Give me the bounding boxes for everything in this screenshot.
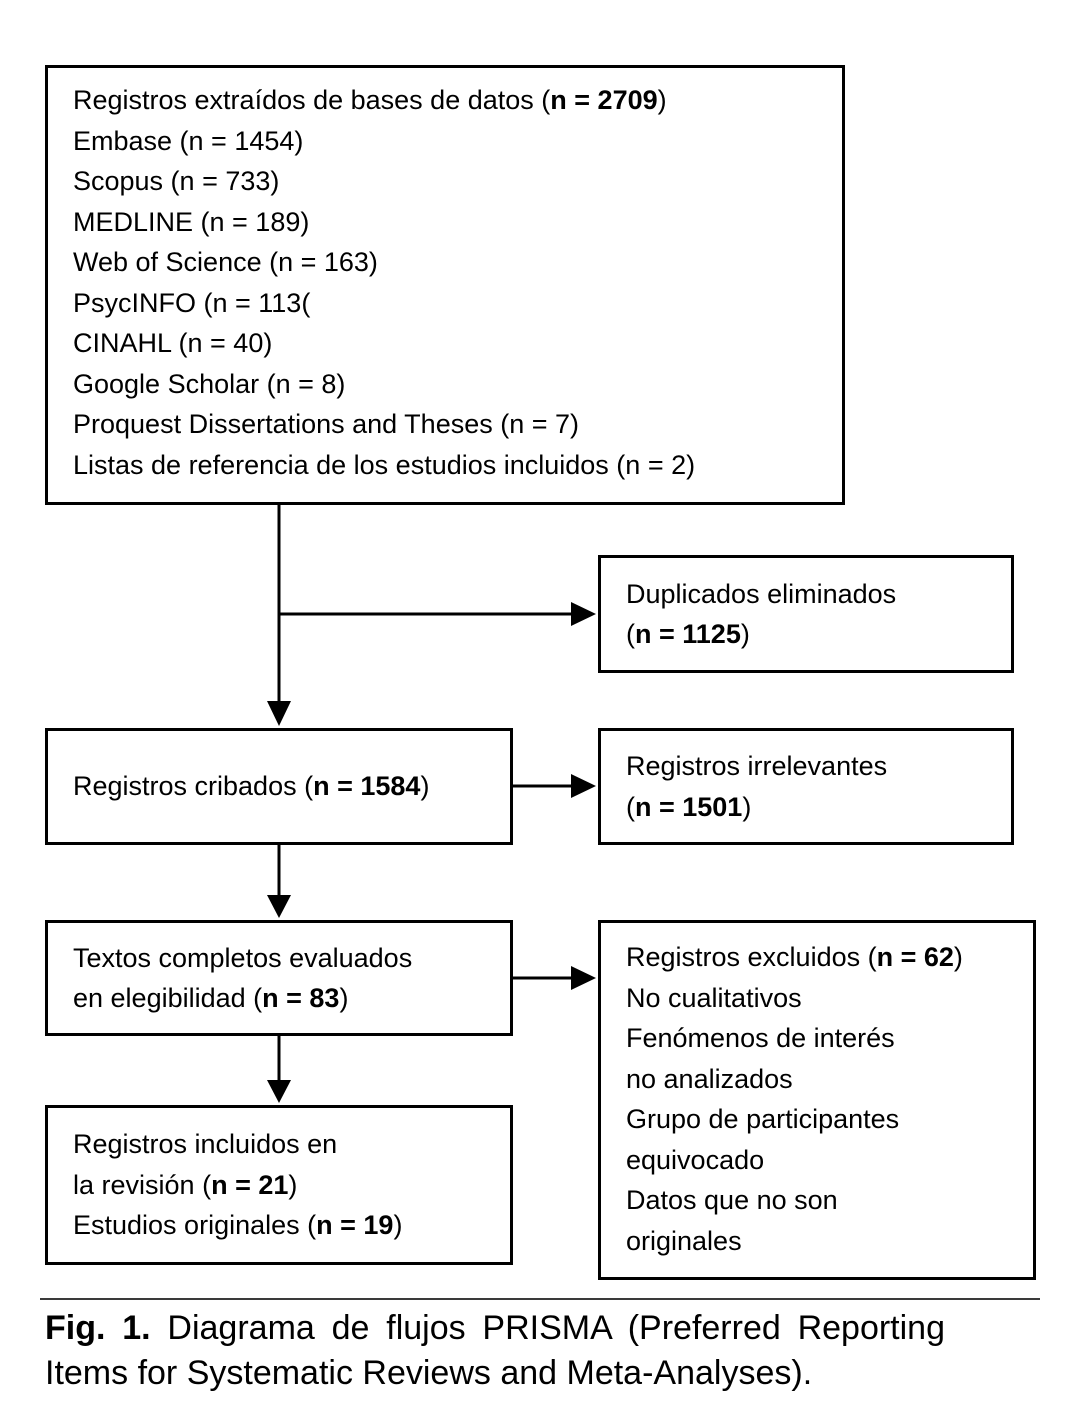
paren-close: ) [393, 1210, 403, 1241]
duplicates-count [626, 619, 750, 649]
screened-count [304, 771, 429, 801]
arrowhead-down-icon [267, 701, 291, 726]
arrowhead-right-icon [571, 774, 596, 798]
arrowhead-down-icon [267, 895, 291, 918]
irrelevant-text [626, 746, 1001, 827]
paren-open: ( [626, 619, 635, 649]
fulltext-count-value: n = 83 [262, 983, 340, 1013]
excluded-count-value: n = 62 [876, 942, 954, 972]
screened-count-value: n = 1584 [313, 771, 421, 802]
fulltext-text [73, 938, 433, 1019]
irrelevant-count-value: n = 1501 [635, 791, 743, 822]
source-item-reference-lists: Listas de referencia de los estudios incluidos (n = 2) [73, 449, 696, 480]
box-duplicates-removed [598, 555, 1014, 673]
identification-count-value: n = 2709 [550, 85, 658, 115]
included-count-value: n = 21 [211, 1169, 289, 1200]
excluded-title [626, 937, 1023, 978]
source-item-scopus: Scopus (n = 733) [73, 166, 280, 196]
excluded-label: Registros excluidos [626, 942, 861, 972]
box-records-included [45, 1105, 513, 1265]
irrelevant-label: Registros irrelevantes [626, 751, 888, 781]
caption-divider [40, 1298, 1040, 1300]
paren-close: ) [740, 619, 750, 649]
source-item-google-scholar: Google Scholar (n = 8) [73, 368, 346, 399]
irrelevant-count [626, 792, 751, 822]
arrowhead-right-icon [571, 966, 596, 990]
source-item-embase: Embase (n = 1454) [73, 125, 304, 156]
arrowhead-right-icon [571, 602, 596, 626]
included-count [202, 1170, 297, 1200]
paren-open: ( [304, 771, 314, 802]
paren-open: ( [307, 1210, 317, 1241]
source-item-web-of-science: Web of Science (n = 163) [73, 247, 378, 277]
source-item-proquest: Proquest Dissertations and Theses (n = 7) [73, 409, 580, 439]
original-studies-count [307, 1210, 402, 1240]
arrowhead-down-icon [267, 1080, 291, 1103]
exclusion-reason: Datos que no son originales [626, 1185, 838, 1256]
paren-open: ( [626, 791, 635, 822]
exclusion-reason: No cualitativos [626, 982, 802, 1013]
paren-close: ) [288, 1169, 298, 1200]
duplicates-text [626, 574, 1001, 655]
screened-label: Registros cribados [73, 771, 297, 802]
figure-caption-text: Diagrama de flujos PRISMA (Preferred Reporting Items for Systematic Reviews and Meta-Analyses). [45, 1309, 946, 1392]
source-item-psycinfo: PsycINFO (n = 113( [73, 287, 311, 318]
paren-open: ( [202, 1169, 212, 1200]
paren-close: ) [339, 983, 349, 1013]
paren-close: ) [953, 942, 963, 972]
included-original-studies [73, 1205, 500, 1246]
source-item-cinahl: CINAHL (n = 40) [73, 328, 273, 358]
box-irrelevant-records [598, 728, 1014, 845]
duplicates-count-value: n = 1125 [635, 619, 741, 649]
original-studies-label: Estudios originales [73, 1210, 300, 1241]
duplicates-label: Duplicados eliminados [626, 578, 897, 609]
paren-close: ) [657, 85, 667, 115]
screened-text [73, 766, 500, 807]
paren-close: ) [742, 791, 752, 822]
identification-count [541, 85, 666, 115]
figure-caption [45, 1306, 945, 1396]
box-records-excluded [598, 920, 1036, 1280]
excluded-count [868, 942, 963, 972]
fulltext-count [253, 983, 348, 1013]
box-fulltext-assessed [45, 920, 513, 1036]
exclusion-reason: Fenómenos de interés no analizados [626, 1023, 895, 1094]
exclusion-reason: Grupo de participantes equivocado [626, 1104, 900, 1175]
source-item-medline: MEDLINE (n = 189) [73, 206, 310, 237]
included-text [73, 1124, 353, 1205]
paren-open: ( [253, 983, 263, 1013]
paren-open: ( [541, 85, 551, 115]
paren-close: ) [420, 771, 430, 802]
identification-title [73, 80, 834, 121]
original-studies-count-value: n = 19 [316, 1210, 394, 1241]
fulltext-label: Textos completos evaluados en elegibilidad [73, 942, 413, 1013]
included-label: Registros incluidos en la revisión [73, 1129, 338, 1200]
box-identification [45, 65, 845, 505]
identification-label: Registros extraídos de bases de datos [73, 85, 534, 115]
figure-number: Fig. 1. [45, 1309, 151, 1347]
paren-open: ( [867, 942, 877, 972]
box-records-screened [45, 728, 513, 845]
